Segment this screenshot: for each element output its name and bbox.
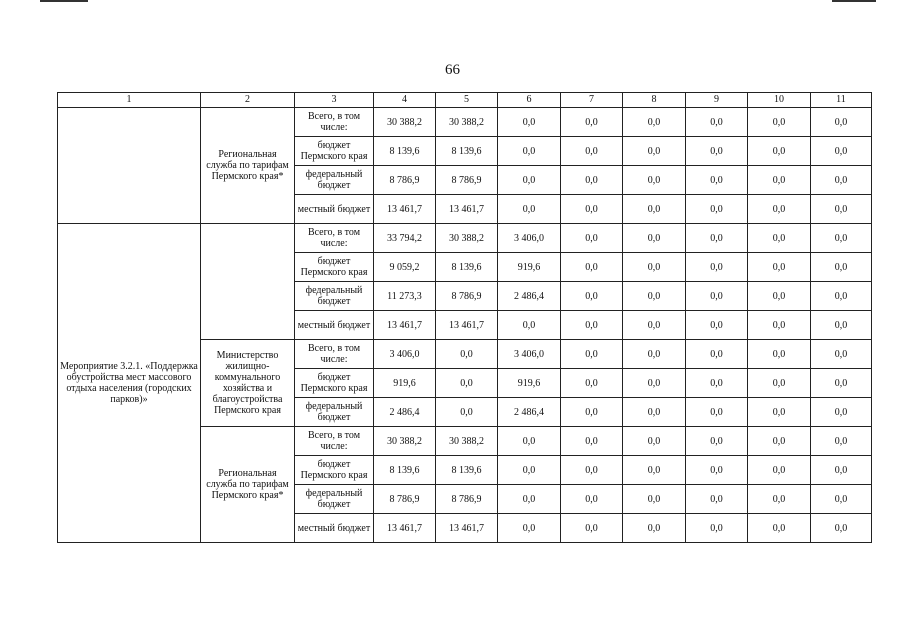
amount-cell: 8 139,6 (436, 253, 498, 282)
amount-cell: 0,0 (623, 137, 686, 166)
funding-source-cell: федеральный бюджет (295, 398, 374, 427)
amount-cell: 0,0 (561, 224, 623, 253)
amount-cell: 3 406,0 (374, 340, 436, 369)
amount-cell: 0,0 (561, 485, 623, 514)
amount-cell: 0,0 (498, 137, 561, 166)
amount-cell: 0,0 (623, 224, 686, 253)
amount-cell: 0,0 (811, 108, 872, 137)
amount-cell: 0,0 (623, 282, 686, 311)
column-number-cell: 8 (623, 93, 686, 108)
amount-cell: 0,0 (498, 195, 561, 224)
column-number-cell: 1 (58, 93, 201, 108)
amount-cell: 0,0 (748, 195, 811, 224)
amount-cell: 0,0 (561, 166, 623, 195)
column-number-row (58, 93, 872, 108)
amount-cell: 0,0 (748, 311, 811, 340)
amount-cell: 0,0 (748, 282, 811, 311)
amount-cell: 13 461,7 (374, 514, 436, 543)
amount-cell: 0,0 (748, 427, 811, 456)
column-number-cell: 11 (811, 93, 872, 108)
amount-cell: 0,0 (498, 514, 561, 543)
amount-cell: 0,0 (686, 456, 748, 485)
amount-cell: 13 461,7 (436, 311, 498, 340)
amount-cell: 13 461,7 (436, 195, 498, 224)
amount-cell: 0,0 (748, 456, 811, 485)
amount-cell: 0,0 (561, 282, 623, 311)
amount-cell: 8 139,6 (374, 137, 436, 166)
amount-cell: 0,0 (686, 485, 748, 514)
amount-cell: 0,0 (436, 340, 498, 369)
funding-source-cell: федеральный бюджет (295, 166, 374, 195)
column-number-cell: 7 (561, 93, 623, 108)
amount-cell: 0,0 (561, 253, 623, 282)
funding-source-cell: федеральный бюджет (295, 282, 374, 311)
funding-source-cell: Всего, в том числе: (295, 427, 374, 456)
amount-cell: 0,0 (811, 456, 872, 485)
funding-source-cell: местный бюджет (295, 311, 374, 340)
amount-cell: 3 406,0 (498, 340, 561, 369)
amount-cell: 8 786,9 (436, 485, 498, 514)
amount-cell: 0,0 (748, 224, 811, 253)
executor-cell: Региональная служба по тарифам Пермского края* (201, 108, 295, 224)
amount-cell: 0,0 (748, 253, 811, 282)
amount-cell: 2 486,4 (374, 398, 436, 427)
amount-cell: 0,0 (561, 195, 623, 224)
amount-cell: 0,0 (686, 108, 748, 137)
amount-cell: 0,0 (623, 108, 686, 137)
amount-cell: 0,0 (686, 224, 748, 253)
amount-cell: 0,0 (686, 311, 748, 340)
amount-cell: 0,0 (623, 369, 686, 398)
amount-cell: 8 786,9 (436, 282, 498, 311)
amount-cell: 0,0 (748, 137, 811, 166)
amount-cell: 0,0 (561, 456, 623, 485)
table-row (58, 224, 872, 253)
amount-cell: 0,0 (748, 166, 811, 195)
executor-cell (201, 224, 295, 340)
amount-cell: 0,0 (686, 514, 748, 543)
amount-cell: 11 273,3 (374, 282, 436, 311)
amount-cell: 919,6 (498, 369, 561, 398)
amount-cell: 0,0 (436, 369, 498, 398)
funding-source-cell: бюджет Пермского края (295, 253, 374, 282)
funding-source-cell: местный бюджет (295, 195, 374, 224)
amount-cell: 0,0 (623, 311, 686, 340)
amount-cell: 0,0 (686, 427, 748, 456)
amount-cell: 2 486,4 (498, 398, 561, 427)
amount-cell: 2 486,4 (498, 282, 561, 311)
amount-cell: 0,0 (811, 195, 872, 224)
amount-cell: 0,0 (686, 369, 748, 398)
amount-cell: 0,0 (811, 485, 872, 514)
amount-cell: 0,0 (561, 108, 623, 137)
amount-cell: 0,0 (561, 311, 623, 340)
amount-cell: 0,0 (561, 137, 623, 166)
amount-cell: 0,0 (811, 369, 872, 398)
executor-cell: Региональная служба по тарифам Пермского края* (201, 427, 295, 543)
amount-cell: 30 388,2 (436, 427, 498, 456)
column-number-cell: 3 (295, 93, 374, 108)
amount-cell: 0,0 (811, 311, 872, 340)
amount-cell: 0,0 (748, 369, 811, 398)
amount-cell: 0,0 (811, 253, 872, 282)
amount-cell: 0,0 (748, 108, 811, 137)
amount-cell: 0,0 (623, 485, 686, 514)
amount-cell: 8 139,6 (374, 456, 436, 485)
amount-cell: 0,0 (748, 398, 811, 427)
amount-cell: 0,0 (623, 253, 686, 282)
amount-cell: 9 059,2 (374, 253, 436, 282)
amount-cell: 33 794,2 (374, 224, 436, 253)
amount-cell: 0,0 (436, 398, 498, 427)
page-number: 66 (445, 62, 460, 78)
amount-cell: 0,0 (498, 166, 561, 195)
amount-cell: 0,0 (561, 369, 623, 398)
funding-table (57, 92, 872, 543)
amount-cell: 30 388,2 (436, 108, 498, 137)
amount-cell: 919,6 (498, 253, 561, 282)
amount-cell: 0,0 (623, 514, 686, 543)
amount-cell: 0,0 (623, 340, 686, 369)
table-body (58, 93, 872, 543)
amount-cell: 0,0 (811, 514, 872, 543)
funding-source-cell: Всего, в том числе: (295, 224, 374, 253)
amount-cell: 0,0 (686, 398, 748, 427)
amount-cell: 0,0 (811, 137, 872, 166)
amount-cell: 0,0 (811, 282, 872, 311)
amount-cell: 0,0 (811, 427, 872, 456)
amount-cell: 8 139,6 (436, 456, 498, 485)
funding-source-cell: бюджет Пермского края (295, 369, 374, 398)
amount-cell: 0,0 (811, 340, 872, 369)
activity-name-cell (58, 108, 201, 224)
amount-cell: 0,0 (811, 224, 872, 253)
funding-source-cell: бюджет Пермского края (295, 137, 374, 166)
amount-cell: 0,0 (686, 166, 748, 195)
amount-cell: 8 786,9 (436, 166, 498, 195)
amount-cell: 3 406,0 (498, 224, 561, 253)
amount-cell: 0,0 (561, 398, 623, 427)
amount-cell: 0,0 (811, 166, 872, 195)
amount-cell: 0,0 (498, 108, 561, 137)
amount-cell: 8 786,9 (374, 166, 436, 195)
amount-cell: 13 461,7 (436, 514, 498, 543)
funding-source-cell: местный бюджет (295, 514, 374, 543)
amount-cell: 0,0 (686, 195, 748, 224)
funding-source-cell: бюджет Пермского края (295, 456, 374, 485)
amount-cell: 0,0 (623, 427, 686, 456)
amount-cell: 0,0 (686, 137, 748, 166)
amount-cell: 13 461,7 (374, 311, 436, 340)
amount-cell: 0,0 (686, 253, 748, 282)
amount-cell: 30 388,2 (374, 108, 436, 137)
executor-cell: Министерство жилищно-коммунального хозяйства и благоустройства Пермского края (201, 340, 295, 427)
amount-cell: 0,0 (623, 398, 686, 427)
amount-cell: 0,0 (748, 485, 811, 514)
amount-cell: 0,0 (748, 514, 811, 543)
amount-cell: 0,0 (498, 456, 561, 485)
scan-edge-mark-left (40, 0, 88, 2)
amount-cell: 30 388,2 (436, 224, 498, 253)
column-number-cell: 6 (498, 93, 561, 108)
funding-source-cell: Всего, в том числе: (295, 108, 374, 137)
column-number-cell: 4 (374, 93, 436, 108)
amount-cell: 919,6 (374, 369, 436, 398)
amount-cell: 0,0 (623, 195, 686, 224)
scan-edge-mark-right (832, 0, 876, 2)
column-number-cell: 5 (436, 93, 498, 108)
amount-cell: 0,0 (498, 427, 561, 456)
amount-cell: 0,0 (561, 340, 623, 369)
activity-name-cell: Мероприятие 3.2.1. «Поддержка обустройства мест массового отдыха населения (городских парков)» (58, 224, 201, 543)
column-number-cell: 2 (201, 93, 295, 108)
amount-cell: 0,0 (623, 166, 686, 195)
table-row (58, 108, 872, 137)
amount-cell: 8 786,9 (374, 485, 436, 514)
amount-cell: 0,0 (623, 456, 686, 485)
amount-cell: 0,0 (561, 514, 623, 543)
amount-cell: 0,0 (686, 340, 748, 369)
funding-source-cell: Всего, в том числе: (295, 340, 374, 369)
amount-cell: 8 139,6 (436, 137, 498, 166)
column-number-cell: 9 (686, 93, 748, 108)
amount-cell: 0,0 (498, 485, 561, 514)
funding-source-cell: федеральный бюджет (295, 485, 374, 514)
amount-cell: 0,0 (748, 340, 811, 369)
amount-cell: 13 461,7 (374, 195, 436, 224)
amount-cell: 0,0 (498, 311, 561, 340)
amount-cell: 0,0 (811, 398, 872, 427)
column-number-cell: 10 (748, 93, 811, 108)
amount-cell: 30 388,2 (374, 427, 436, 456)
amount-cell: 0,0 (686, 282, 748, 311)
amount-cell: 0,0 (561, 427, 623, 456)
